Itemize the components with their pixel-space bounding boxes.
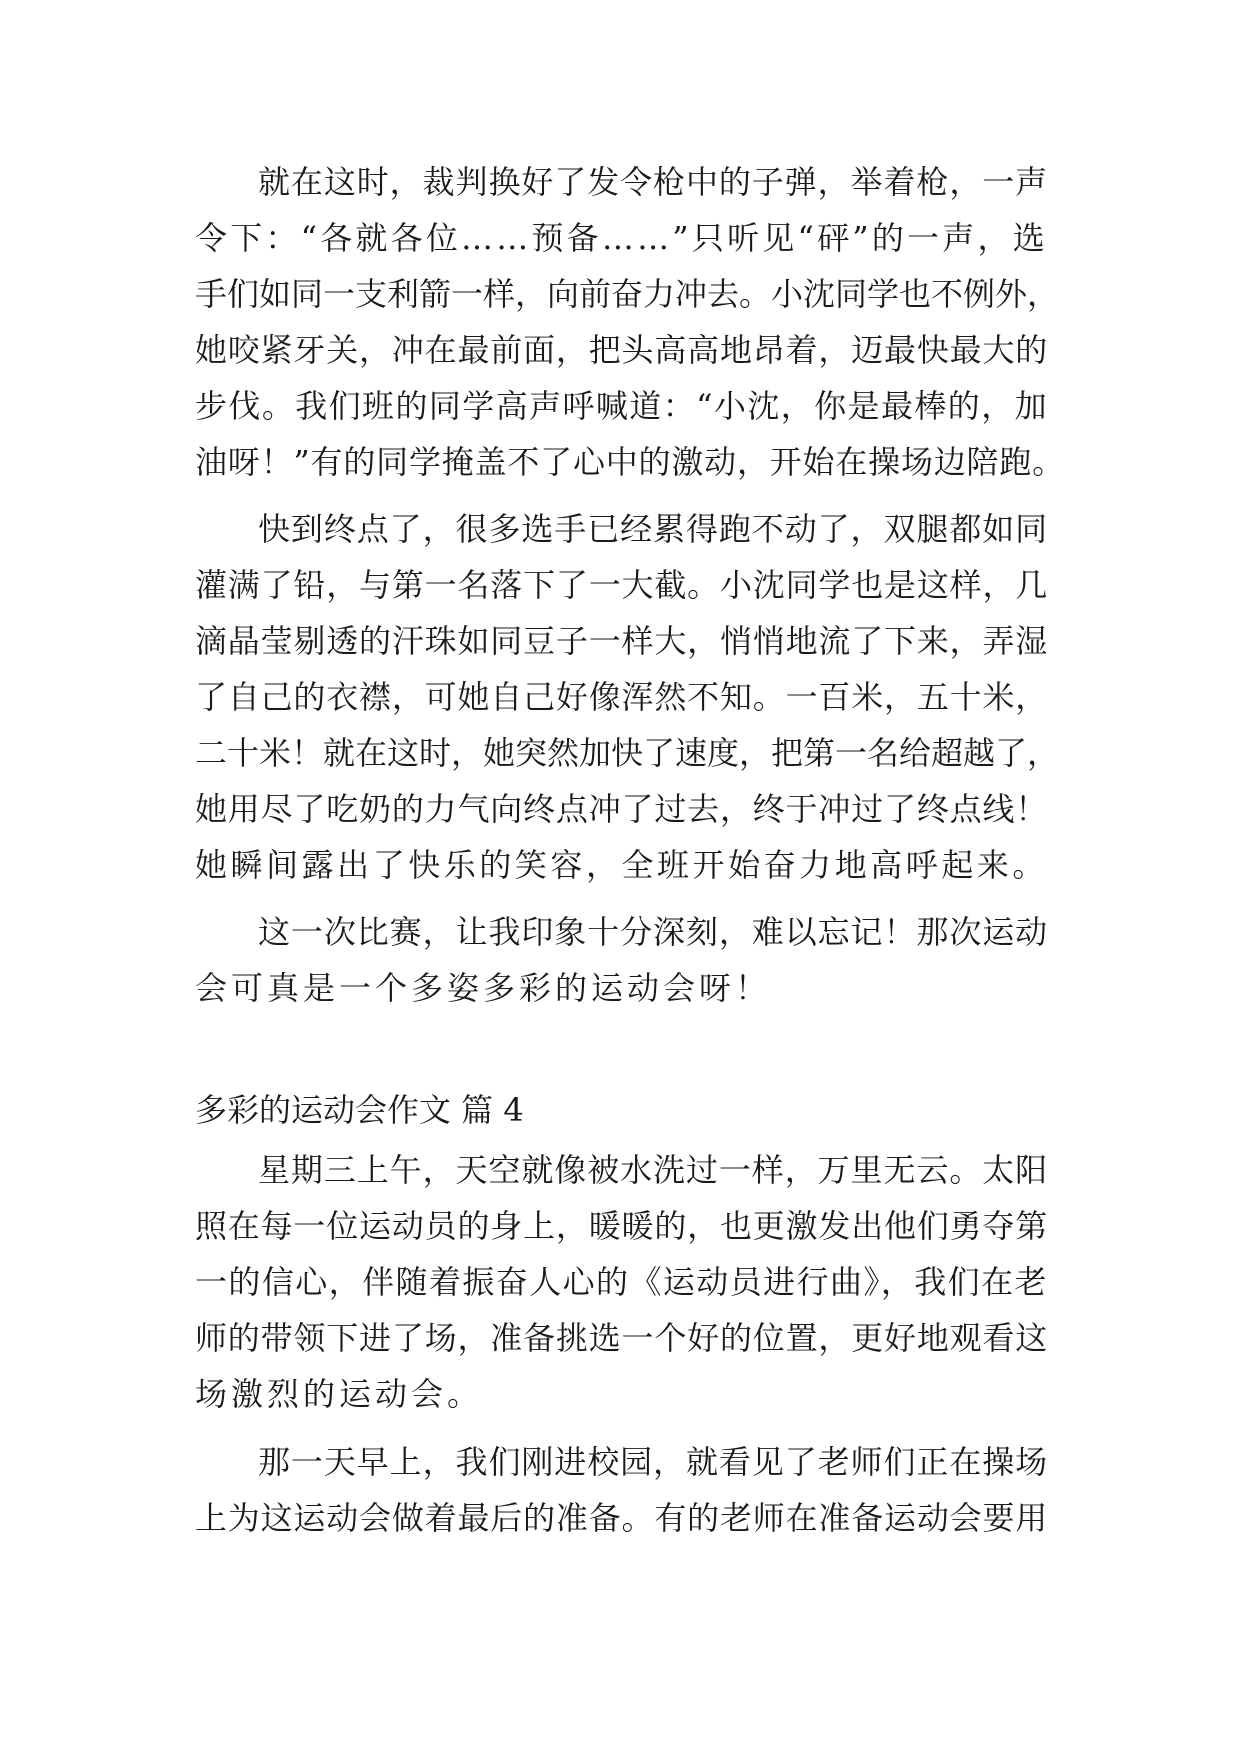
paragraph-line: 了自己的衣襟，可她自己好像浑然不知。一百米，五十米， [195,678,1049,716]
paragraph-line: 油呀！”有的同学掩盖不了心中的激动，开始在操场边陪跑。 [195,443,1065,481]
paragraph-line: 上为这运动会做着最后的准备。有的老师在准备运动会要用 [195,1499,1049,1537]
paragraph-line: 这一次比赛，让我印象十分深刻，难以忘记！那次运动 [258,913,1049,951]
paragraph-line: 滴晶莹剔透的汗珠如同豆子一样大，悄悄地流了下来，弄湿 [195,622,1049,660]
paragraph-line: 她咬紧牙关，冲在最前面，把头高高地昂着，迈最快最大的 [195,331,1049,369]
paragraph-line: 她瞬间露出了快乐的笑容，全班开始奋力地高呼起来。 [195,846,1048,884]
paragraph-line: 会可真是一个多姿多彩的运动会呀！ [195,969,772,1007]
paragraph-line: 那一天早上，我们刚进校园，就看见了老师们正在操场 [258,1443,1049,1481]
paragraph-line: 一的信心，伴随着振奋人心的《运动员进行曲》，我们在老 [195,1263,1048,1301]
paragraph-line: 师的带领下进了场，准备挑选一个好的位置，更好地观看这 [195,1319,1049,1357]
paragraph-line: 照在每一位运动员的身上，暖暖的，也更激发出他们勇夺第 [195,1207,1049,1245]
paragraph-line: 手们如同一支利箭一样，向前奋力冲去。小沈同学也不例外， [195,275,1060,313]
paragraph-line: 她用尽了吃奶的力气向终点冲了过去，终于冲过了终点线！ [195,790,1049,828]
paragraph-line: 灌满了铅，与第一名落下了一大截。小沈同学也是这样，几 [195,566,1049,604]
paragraph-line: 二十米！就在这时，她突然加快了速度，把第一名给超越了， [195,734,1060,772]
paragraph-line: 场激烈的运动会。 [195,1375,484,1413]
paragraph-line: 令下：“各就各位……预备……”只听见“砰”的一声，选 [195,219,1048,257]
paragraph-line: 就在这时，裁判换好了发令枪中的子弹，举着枪，一声 [258,163,1049,201]
paragraph-line: 快到终点了，很多选手已经累得跑不动了，双腿都如同 [258,510,1049,548]
paragraph-line: 星期三上午，天空就像被水洗过一样，万里无云。太阳 [258,1151,1049,1189]
paragraph-line: 步伐。我们班的同学高声呼喊道：“小沈，你是最棒的，加 [195,387,1049,425]
section-heading: 多彩的运动会作文 篇 4 [195,1091,524,1129]
